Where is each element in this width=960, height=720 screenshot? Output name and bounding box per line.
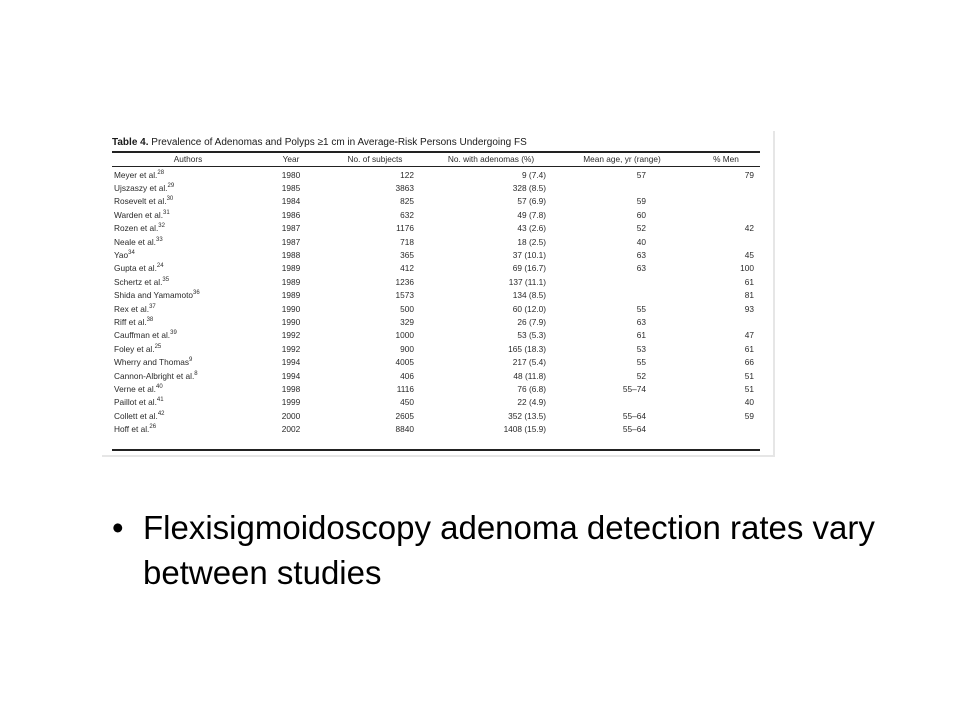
header-year: Year bbox=[282, 154, 300, 165]
cell-subjects: 450 bbox=[400, 397, 414, 408]
author-name: Cauffman et al. bbox=[114, 330, 171, 341]
table-row bbox=[112, 166, 760, 181]
cell-year: 1994 bbox=[281, 370, 301, 381]
cell-year: 1999 bbox=[281, 397, 301, 408]
reference-number: 42 bbox=[157, 410, 165, 417]
cell-subjects: 1236 bbox=[395, 276, 414, 287]
author-name: Collett et al. bbox=[114, 410, 158, 421]
cell-year: 1987 bbox=[281, 223, 301, 234]
table-header-row bbox=[112, 153, 760, 166]
author-name: Schertz et al. bbox=[114, 276, 163, 287]
reference-number: 25 bbox=[154, 343, 162, 350]
header-mean-age: Mean age, yr (range) bbox=[583, 154, 661, 165]
cell-mean-age: 63 bbox=[636, 249, 646, 260]
cell-mean-age: 63 bbox=[636, 316, 646, 327]
header-subjects: No. of subjects bbox=[347, 154, 403, 165]
cell-adenomas: 26 (7.9) bbox=[517, 316, 546, 327]
cell-year: 1980 bbox=[281, 169, 301, 180]
cell-year: 1994 bbox=[281, 357, 301, 368]
cell-percent-men bbox=[692, 208, 760, 221]
reference-number: 28 bbox=[157, 169, 165, 176]
cell-subjects: 825 bbox=[400, 196, 414, 207]
cell-adenomas: 48 (11.8) bbox=[513, 370, 546, 381]
cell-percent-men: 79 bbox=[744, 169, 754, 180]
cell-subjects: 3863 bbox=[395, 183, 414, 194]
cell-year: 1987 bbox=[281, 236, 301, 247]
author-name: Neale et al. bbox=[114, 236, 156, 247]
reference-number: 39 bbox=[170, 330, 177, 337]
cell-subjects: 1176 bbox=[396, 223, 414, 234]
cell-mean-age: 55 bbox=[636, 303, 646, 314]
bullet-symbol: • bbox=[112, 509, 124, 546]
cell-subjects: 4005 bbox=[395, 357, 414, 368]
cell-percent-men: 93 bbox=[744, 303, 754, 314]
cell-percent-men bbox=[692, 181, 760, 194]
cell-year: 1989 bbox=[281, 290, 301, 301]
cell-adenomas: 328 (8.5) bbox=[512, 183, 546, 194]
author-name: Meyer et al. bbox=[114, 169, 158, 180]
table-bottom-rule bbox=[112, 449, 760, 451]
reference-number: 37 bbox=[149, 303, 156, 310]
cell-mean-age bbox=[552, 396, 692, 409]
cell-mean-age: 53 bbox=[636, 343, 646, 354]
cell-adenomas: 43 (2.6) bbox=[517, 223, 546, 234]
cell-year: 1986 bbox=[281, 209, 301, 220]
cell-year: 1989 bbox=[281, 276, 301, 287]
cell-adenomas: 1408 (15.9) bbox=[503, 424, 546, 435]
cell-subjects: 1116 bbox=[396, 383, 414, 394]
cell-year: 1992 bbox=[281, 330, 301, 341]
reference-number: 9 bbox=[189, 357, 193, 364]
table-row bbox=[112, 275, 760, 288]
author-name: Yao bbox=[114, 249, 129, 260]
cell-subjects: 412 bbox=[400, 263, 414, 274]
cell-author bbox=[112, 315, 262, 328]
header-percent-men: % Men bbox=[713, 154, 739, 165]
cell-mean-age: 55–64 bbox=[622, 424, 646, 435]
cell-year: 1984 bbox=[281, 196, 301, 207]
reference-number: 36 bbox=[193, 290, 200, 297]
cell-year: 2002 bbox=[281, 424, 301, 435]
cell-year: 1992 bbox=[281, 343, 301, 354]
cell-percent-men: 61 bbox=[744, 343, 754, 354]
cell-percent-men: 66 bbox=[744, 357, 754, 368]
author-name: Cannon-Albright et al. bbox=[114, 370, 195, 381]
table-row bbox=[112, 409, 760, 422]
cell-mean-age bbox=[552, 289, 692, 302]
reference-number: 32 bbox=[158, 223, 165, 230]
cell-adenomas: 9 (7.4) bbox=[522, 169, 546, 180]
table-figure bbox=[102, 131, 775, 457]
author-name: Rex et al. bbox=[114, 303, 150, 314]
table-row bbox=[112, 208, 760, 221]
author-name: Rozen et al. bbox=[114, 223, 159, 234]
cell-percent-men: 61 bbox=[744, 276, 754, 287]
cell-percent-men bbox=[692, 422, 760, 435]
cell-subjects: 1573 bbox=[395, 290, 414, 301]
cell-percent-men: 51 bbox=[744, 383, 754, 394]
table-row bbox=[112, 289, 760, 302]
cell-author bbox=[112, 422, 262, 435]
cell-year: 1988 bbox=[281, 249, 301, 260]
cell-mean-age: 52 bbox=[636, 223, 646, 234]
table-row bbox=[112, 329, 760, 342]
table-row bbox=[112, 195, 760, 208]
cell-author bbox=[112, 275, 262, 288]
author-name: Shida and Yamamoto bbox=[114, 290, 194, 301]
cell-author bbox=[112, 302, 262, 315]
cell-percent-men: 59 bbox=[744, 410, 754, 421]
cell-author bbox=[112, 329, 262, 342]
cell-author bbox=[112, 355, 262, 368]
cell-subjects: 1000 bbox=[395, 330, 414, 341]
cell-year: 1985 bbox=[281, 183, 301, 194]
author-name: Hoff et al. bbox=[114, 424, 150, 435]
cell-author bbox=[112, 235, 262, 248]
cell-subjects: 632 bbox=[400, 209, 414, 220]
reference-number: 24 bbox=[156, 263, 164, 270]
author-name: Ujszaszy et al. bbox=[114, 183, 168, 194]
author-name: Rosevelt et al. bbox=[114, 196, 167, 207]
cell-year: 1998 bbox=[281, 383, 301, 394]
table-row bbox=[112, 342, 760, 355]
cell-mean-age: 59 bbox=[636, 196, 646, 207]
cell-subjects: 718 bbox=[400, 236, 414, 247]
author-name: Gupta et al. bbox=[114, 263, 157, 274]
author-name: Foley et al. bbox=[114, 343, 155, 354]
table-row bbox=[112, 262, 760, 275]
cell-year: 1990 bbox=[281, 303, 301, 314]
cell-percent-men bbox=[692, 235, 760, 248]
header-adenomas: No. with adenomas (%) bbox=[447, 154, 535, 165]
cell-adenomas: 76 (6.8) bbox=[517, 383, 546, 394]
cell-author bbox=[112, 195, 262, 208]
header-authors: Authors bbox=[173, 154, 203, 165]
cell-percent-men bbox=[692, 195, 760, 208]
cell-percent-men: 51 bbox=[744, 370, 754, 381]
author-name: Riff et al. bbox=[114, 316, 147, 327]
cell-author bbox=[112, 208, 262, 221]
reference-number: 31 bbox=[163, 210, 170, 217]
cell-author bbox=[112, 396, 262, 409]
cell-author bbox=[112, 409, 262, 422]
cell-percent-men: 42 bbox=[744, 223, 754, 234]
cell-adenomas: 217 (5.4) bbox=[512, 357, 546, 368]
author-name: Verne et al. bbox=[114, 383, 156, 394]
cell-subjects: 329 bbox=[400, 316, 414, 327]
cell-mean-age bbox=[552, 181, 692, 194]
cell-mean-age: 55 bbox=[636, 357, 646, 368]
reference-number: 40 bbox=[155, 384, 163, 391]
reference-number: 26 bbox=[149, 424, 157, 431]
cell-percent-men: 45 bbox=[744, 249, 754, 260]
cell-adenomas: 134 (8.5) bbox=[512, 290, 546, 301]
cell-mean-age: 57 bbox=[636, 169, 646, 180]
author-name: Wherry and Thomas bbox=[114, 357, 190, 368]
cell-adenomas: 57 (6.9) bbox=[517, 196, 546, 207]
cell-subjects: 365 bbox=[400, 249, 414, 260]
cell-author bbox=[112, 369, 262, 382]
cell-percent-men: 47 bbox=[744, 330, 754, 341]
cell-percent-men: 81 bbox=[744, 290, 754, 301]
cell-mean-age: 60 bbox=[636, 209, 646, 220]
cell-adenomas: 69 (16.7) bbox=[512, 263, 546, 274]
table-caption bbox=[112, 137, 762, 149]
cell-author bbox=[112, 181, 262, 194]
table-number: Table 4. bbox=[112, 137, 149, 148]
cell-author bbox=[112, 262, 262, 275]
cell-mean-age: 61 bbox=[636, 330, 646, 341]
cell-adenomas: 22 (4.9) bbox=[517, 397, 546, 408]
reference-number: 41 bbox=[156, 397, 164, 404]
cell-adenomas: 165 (18.3) bbox=[508, 343, 546, 354]
cell-percent-men: 40 bbox=[744, 397, 754, 408]
author-name: Warden et al. bbox=[114, 209, 164, 220]
table-row bbox=[112, 235, 760, 248]
table-title: Prevalence of Adenomas and Polyps ≥1 cm in Average-Risk Persons Undergoing FS bbox=[151, 137, 527, 148]
cell-author bbox=[112, 382, 262, 395]
table-row bbox=[112, 422, 760, 435]
reference-number: 33 bbox=[155, 236, 163, 243]
cell-adenomas: 60 (12.0) bbox=[512, 303, 546, 314]
cell-mean-age: 55–64 bbox=[622, 410, 646, 421]
cell-author bbox=[112, 166, 262, 181]
table-row bbox=[112, 302, 760, 315]
cell-mean-age: 63 bbox=[636, 263, 646, 274]
table-row bbox=[112, 382, 760, 395]
author-name: Paillot et al. bbox=[114, 397, 157, 408]
cell-adenomas: 53 (5.3) bbox=[517, 330, 546, 341]
cell-year: 2000 bbox=[281, 410, 301, 421]
cell-subjects: 8840 bbox=[395, 424, 414, 435]
reference-number: 30 bbox=[166, 196, 174, 203]
cell-adenomas: 18 (2.5) bbox=[517, 236, 546, 247]
cell-mean-age bbox=[552, 275, 692, 288]
cell-year: 1990 bbox=[281, 316, 301, 327]
cell-mean-age: 55–74 bbox=[622, 383, 646, 394]
table-row bbox=[112, 315, 760, 328]
table-row bbox=[112, 181, 760, 194]
cell-year: 1989 bbox=[281, 263, 301, 274]
cell-author bbox=[112, 342, 262, 355]
table-row bbox=[112, 369, 760, 382]
table-row bbox=[112, 355, 760, 368]
cell-adenomas: 37 (10.1) bbox=[512, 249, 546, 260]
cell-subjects: 900 bbox=[400, 343, 414, 354]
reference-number: 29 bbox=[167, 183, 175, 190]
cell-adenomas: 137 (11.1) bbox=[508, 276, 546, 287]
reference-number: 8 bbox=[194, 370, 198, 377]
reference-number: 35 bbox=[162, 277, 170, 283]
table-row bbox=[112, 222, 760, 235]
cell-author bbox=[112, 222, 262, 235]
table-body bbox=[112, 166, 760, 436]
cell-author bbox=[112, 248, 262, 261]
cell-author bbox=[112, 289, 262, 302]
cell-subjects: 406 bbox=[400, 370, 414, 381]
table-row bbox=[112, 396, 760, 409]
cell-mean-age: 52 bbox=[636, 370, 646, 381]
cell-percent-men: 100 bbox=[740, 263, 754, 274]
cell-subjects: 2605 bbox=[395, 410, 414, 421]
cell-adenomas: 49 (7.8) bbox=[517, 209, 546, 220]
cell-mean-age: 40 bbox=[636, 236, 646, 247]
reference-number: 38 bbox=[146, 317, 154, 324]
cell-percent-men bbox=[692, 315, 760, 328]
cell-subjects: 500 bbox=[400, 303, 414, 314]
table-row bbox=[112, 248, 760, 261]
adenoma-prevalence-table bbox=[112, 153, 760, 436]
reference-number: 34 bbox=[128, 250, 135, 257]
cell-adenomas: 352 (13.5) bbox=[508, 410, 546, 421]
bullet-text: Flexisigmoidoscopy adenoma detection rates vary between studies bbox=[143, 509, 875, 591]
cell-subjects: 122 bbox=[400, 169, 414, 180]
